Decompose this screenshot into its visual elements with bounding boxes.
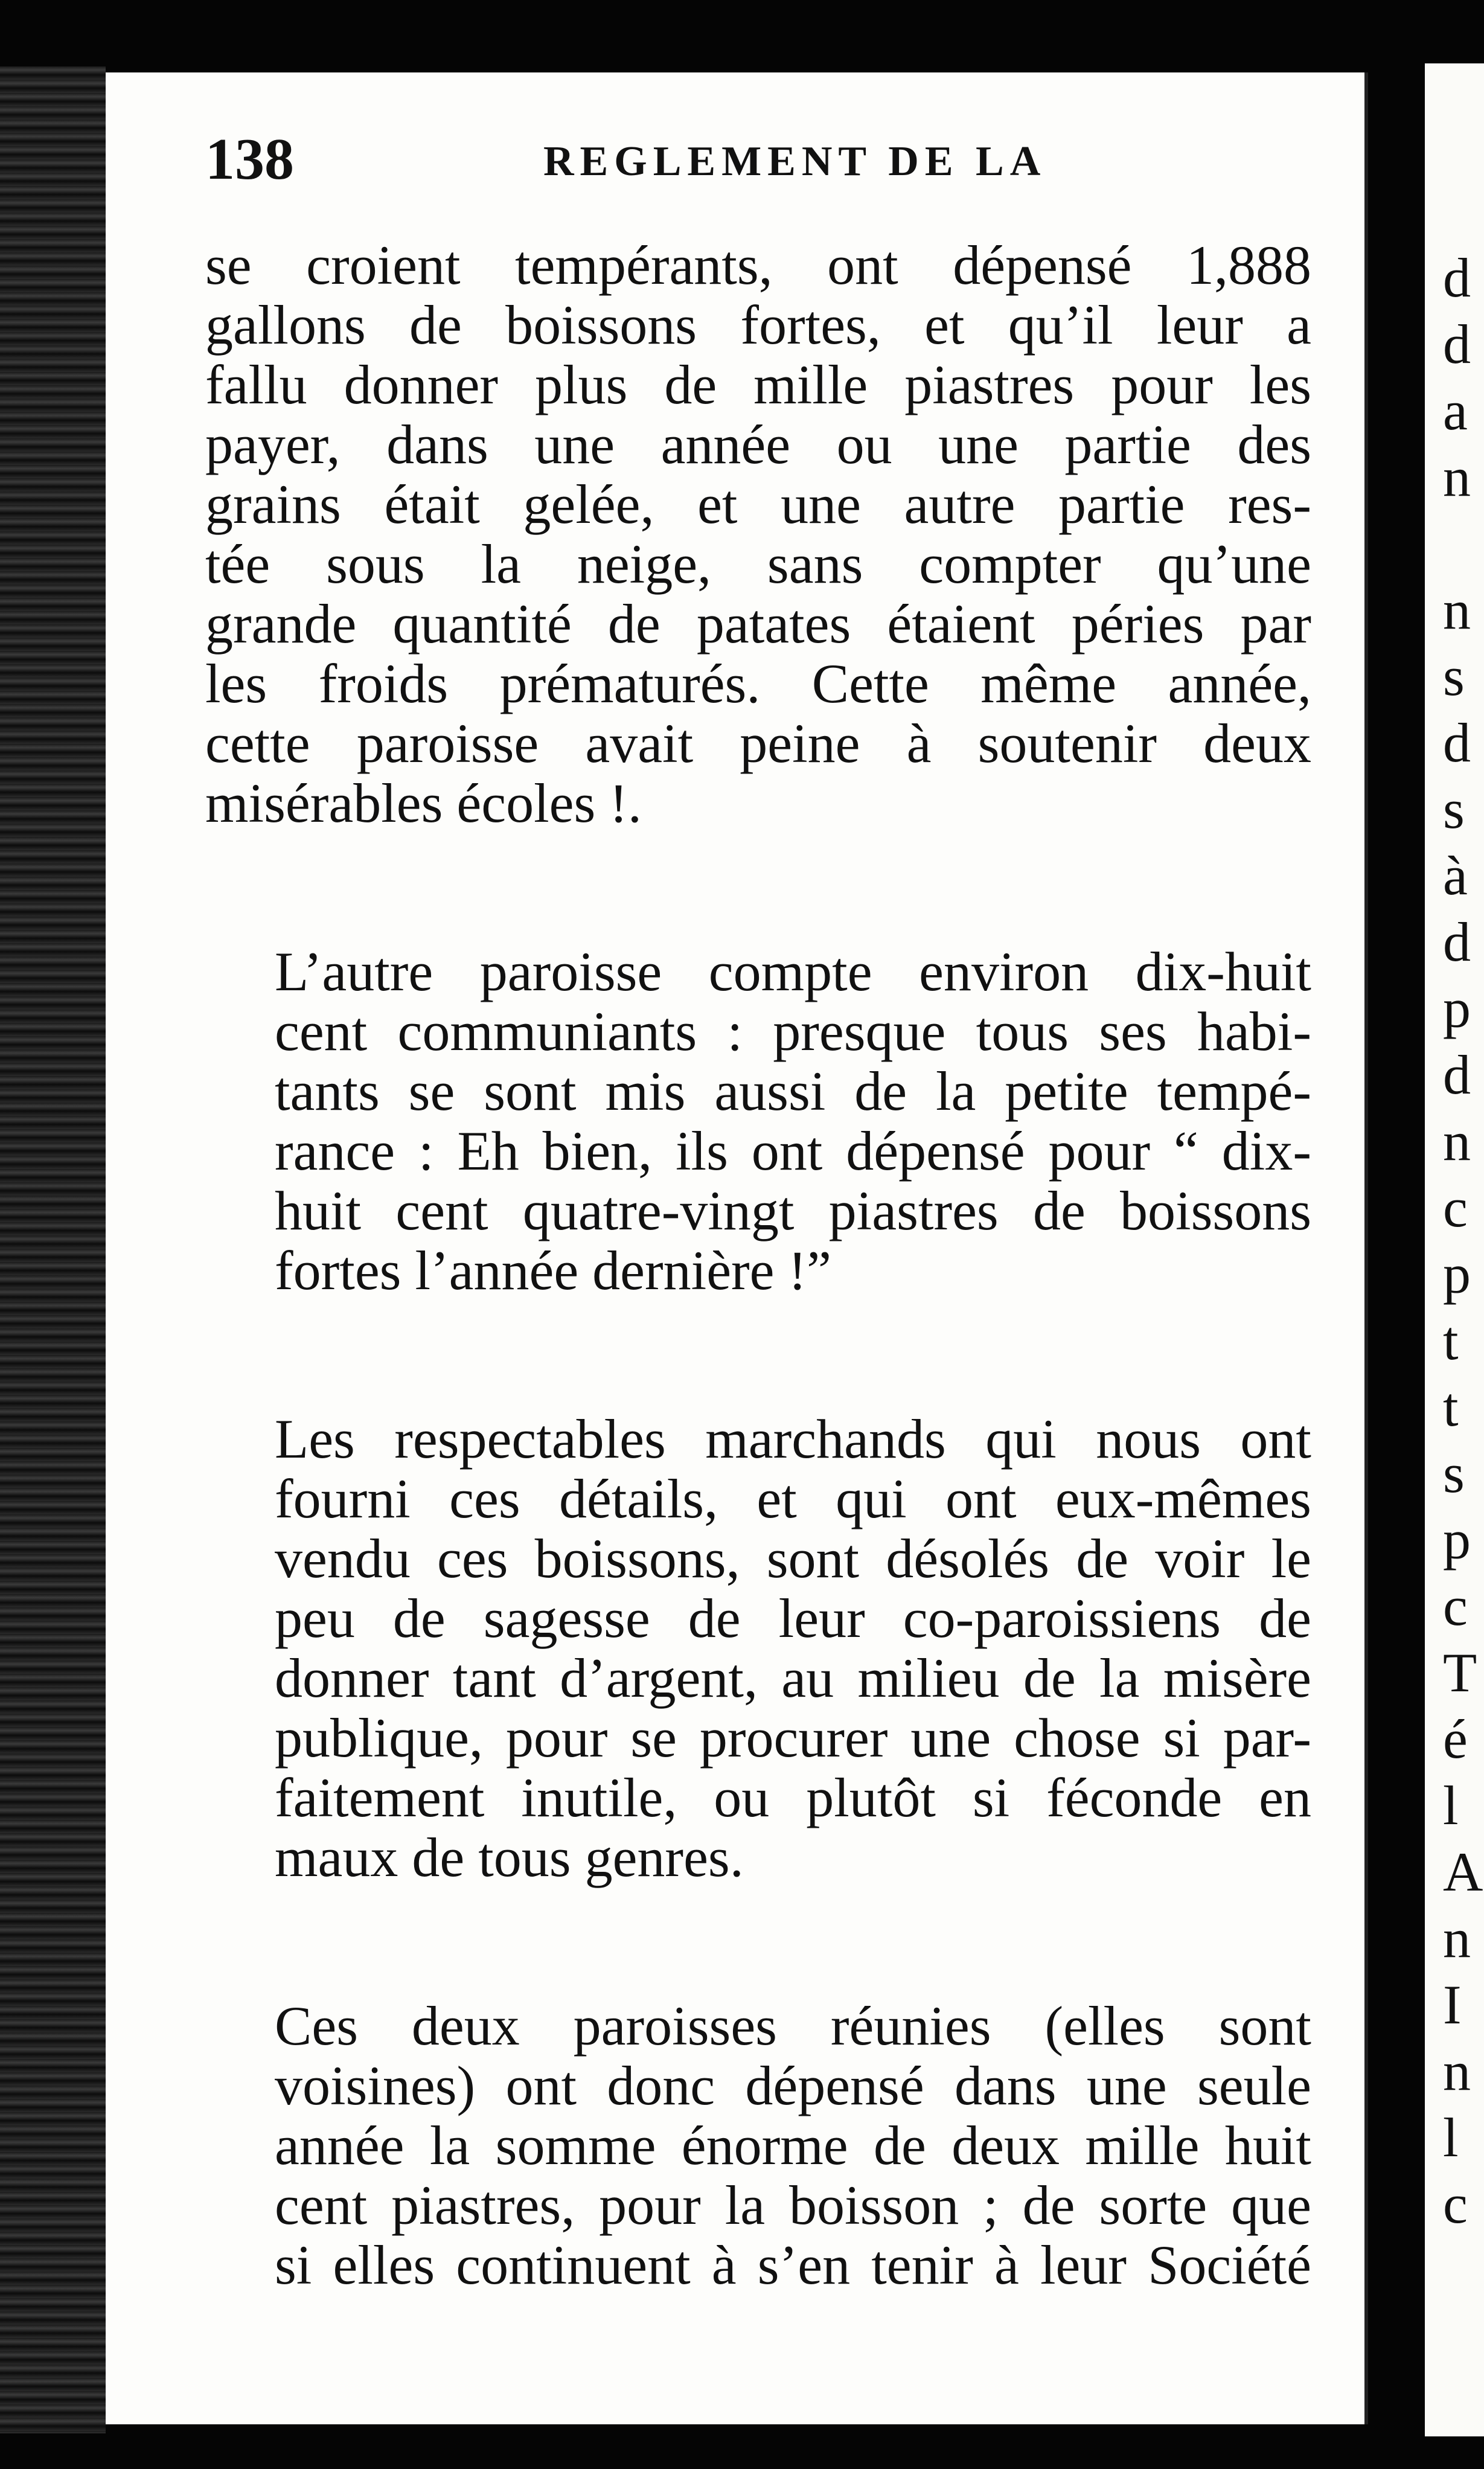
adjacent-page-letter: d <box>1443 911 1471 973</box>
text-line: donner tant d’argent, au milieu de la misère <box>275 1647 1311 1709</box>
paragraph-gap <box>205 833 1311 942</box>
text-line: cent communiants : presque tous ses habi- <box>275 1001 1311 1062</box>
text-line: rance : Eh bien, ils ont dépensé pour “ dix- <box>275 1120 1311 1182</box>
adjacent-page-letter: T <box>1443 1642 1477 1703</box>
text-line: Les respectables marchands qui nous ont <box>275 1408 1311 1470</box>
text-line: vendu ces boissons, sont désolés de voir le <box>275 1528 1311 1589</box>
text-line: si elles continuent à s’en tenir à leur Société <box>275 2234 1311 2296</box>
running-title: REGLEMENT DE LA <box>543 138 1047 185</box>
adjacent-page-letter: n <box>1443 2040 1471 2102</box>
text-line: tants se sont mis aussi de la petite tempé- <box>275 1060 1311 1122</box>
text-line: publique, pour se procurer une chose si par- <box>275 1707 1311 1769</box>
adjacent-page-letter: I <box>1443 1974 1462 2035</box>
adjacent-page-letter: c <box>1443 1575 1468 1637</box>
adjacent-page-letter: a <box>1443 380 1468 441</box>
text-line: les froids prématurés. Cette même année, <box>205 653 1311 714</box>
text-line: année la somme énorme de deux mille huit <box>275 2115 1311 2176</box>
adjacent-page-letter: d <box>1443 247 1471 309</box>
adjacent-page-letter: n <box>1443 446 1471 508</box>
adjacent-page-letter: d <box>1443 313 1471 375</box>
adjacent-page-letter: A <box>1443 1841 1483 1903</box>
book-binding-edge <box>0 66 106 2433</box>
text-line: fortes l’année dernière !” <box>275 1240 831 1301</box>
paragraph-gap <box>205 1301 1311 1409</box>
text-line: gallons de boissons fortes, et qu’il leur a <box>205 294 1311 356</box>
adjacent-page-letter: n <box>1443 1907 1471 1969</box>
text-line: grande quantité de patates étaient péries par <box>205 593 1311 655</box>
text-line: tée sous la neige, sans compter qu’une <box>205 533 1311 595</box>
adjacent-page-edge <box>1425 63 1484 2436</box>
adjacent-page-letter: p <box>1443 1509 1471 1571</box>
text-line: misérables écoles !. <box>205 772 642 834</box>
adjacent-page-letter: s <box>1443 778 1465 840</box>
text-line: huit cent quatre-vingt piastres de boissons <box>275 1180 1311 1241</box>
text-line: cette paroisse avait peine à soutenir deux <box>205 713 1311 774</box>
adjacent-page-letter <box>1443 510 1483 577</box>
paragraph-1 <box>205 235 1311 833</box>
book-page <box>106 72 1368 2424</box>
adjacent-page-letter: d <box>1443 712 1471 773</box>
text-line: se croient tempérants, ont dépensé 1,888 <box>205 234 1311 296</box>
text-line: cent piastres, pour la boisson ; de sorte que <box>275 2174 1311 2236</box>
text-line: grains était gelée, et une autre partie res- <box>205 473 1311 535</box>
paragraph-2 <box>205 942 1311 1301</box>
adjacent-page-letter: p <box>1443 978 1471 1039</box>
adjacent-page-letter: t <box>1443 1310 1459 1371</box>
text-line: payer, dans une année ou une partie des <box>205 414 1311 475</box>
adjacent-page-letter: d <box>1443 1044 1471 1106</box>
text-line: L’autre paroisse compte environ dix-huit <box>275 941 1311 1002</box>
adjacent-page-letters <box>1443 245 1483 2237</box>
paragraph-4 <box>205 1996 1311 2295</box>
adjacent-page-letter: s <box>1443 1443 1465 1504</box>
adjacent-page-letter: n <box>1443 1110 1471 1172</box>
text-line: fallu donner plus de mille piastres pour les <box>205 354 1311 415</box>
text-line: faitement inutile, ou plutôt si féconde en <box>275 1767 1311 1828</box>
text-line: Ces deux paroisses réunies (elles sont <box>275 1995 1311 2057</box>
adjacent-page-letter: l <box>1443 2107 1459 2168</box>
text-line: fourni ces détails, et qui ont eux-mêmes <box>275 1468 1311 1529</box>
adjacent-page-letter: à <box>1443 845 1468 906</box>
paragraph-gap <box>205 1888 1311 1996</box>
adjacent-page-letter: p <box>1443 1243 1471 1305</box>
paragraph-3 <box>205 1409 1311 1888</box>
adjacent-page-letter: s <box>1443 645 1465 707</box>
adjacent-page-letter: c <box>1443 1177 1468 1238</box>
adjacent-page-letter: é <box>1443 1708 1468 1770</box>
body-text <box>205 235 1311 2295</box>
adjacent-page-letter: n <box>1443 579 1471 641</box>
adjacent-page-letter: t <box>1443 1376 1459 1438</box>
page-header <box>205 126 1171 198</box>
text-line: maux de tous genres. <box>275 1827 744 1888</box>
adjacent-page-letter: c <box>1443 2173 1468 2235</box>
text-line: peu de sagesse de leur co-paroissiens de <box>275 1587 1311 1649</box>
page-number: 138 <box>205 127 294 192</box>
text-line: voisines) ont donc dépensé dans une seule <box>275 2055 1311 2116</box>
adjacent-page-letter: l <box>1443 1775 1459 1836</box>
